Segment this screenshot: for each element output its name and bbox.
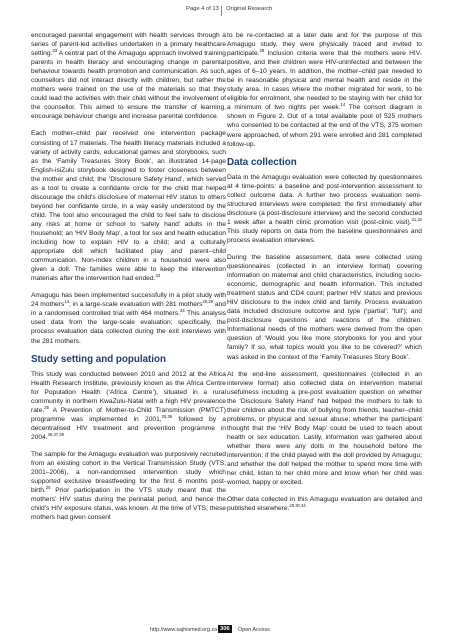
journal-url[interactable]: http://www.sajhivmed.org.za (150, 627, 218, 633)
paragraph: This study was conducted between 2010 and 2012 at the Africa Health Research Institute, previously known as the Africa Centre for Population Health (‘Africa Centre’), situated in a rural community in northern KwaZulu-Natal with a high HIV prevalence rate.$^{35}$ A Prevention of Mother-to-Child Transmission (PMTCT) programme was implemented in 2001,$^{25,36}$ followed by a decentralised HIV treatment and prevention programme in 2004.$^{36,37,38}$ (31, 370, 226, 441)
right-column (227, 31, 422, 521)
paragraph: During the baseline assessment, data were collected using questionnaires (collected in an interview format) covering information on maternal and child characteristics, including socio-economic, demographic and health information. This included treatment status and CD4 count; partner HIV status and previous HIV disclosure to the index child and family. Process evaluation data included disclosure outcome and type (‘partial’; ‘full’); and post-disclosure questions and reactions of the children. Informational needs of the mothers were derived from the open question of ‘Would you like more storybooks for you and your family? If so, what topics would you like to be covered?’ which was asked in the context of the ‘Family Treasures Story Book’. (227, 253, 422, 361)
left-column (31, 31, 226, 530)
paragraph: Each mother–child pair received one intervention package consisting of 17 materials. The health literacy materials included a variety of activity cards, educational games and storybooks, such as the ‘Family Treasures Story Book’, an illustrated 14-page English-isiZulu storybook designed to foster closeness between the mother and child; the ‘Disclosure Safety Hand’, which served as a tool to create a confidante circle for the child that helped discourage the child’s disclosure of maternal HIV status to others beyond her confidante circle, in a way easily understood by the child. The tool also encouraged the child to feel safe to disclose any risks at home or school to ‘safety hand’ adults in the household; an ‘HIV Body Map’, a tool for sex and health education including how to explain HIV to a child; and a culturally appropriate doll which facilitated play and parent–child communication. Non-index children in a household were also given a doll. The families were able to keep the intervention materials after the intervention had ended.$^{33}$ (31, 130, 226, 283)
paragraph: Other data collected in this Amagugu evaluation are detailed and published elsewhere.$^{29,30,34}$ (227, 496, 422, 513)
header-divider (221, 6, 222, 16)
section-heading: Study setting and population (31, 353, 166, 365)
paragraph: Amagugu has been implemented successfully in a pilot study with 24 mothers$^{13}$; in a large-scale evaluation with 281 mothers$^{28,29}$ and in a randomised controlled trial with 464 mothers.$^{34}$ This analysis used data from the large-scale evaluation; specifically, the process evaluation data collected during the exit interviews with the 281 mothers. (31, 292, 226, 345)
paragraph: to be re-contacted at a later date and for the purpose of this Amagugu study, they were physically traced and invited to participate.$^{28}$ Inclusion criteria were that the mothers were HIV-positive, and their children were HIV-uninfected and between the ages of 6–10 years. In addition, the mother–child pair needed to be in reasonable physical and mental health and reside in the study area. In cases where the mother migrated for work, to be eligible for enrolment, she needed to be staying with her child for a minimum of two nights per week.$^{14}$ The consort diagram is shown in Figure 2. Out of a total available pool of 525 mothers who consented to be contacted at the end of the VTS, 375 women were approached, of whom 291 were enrolled and 281 completed follow-up. (227, 32, 422, 148)
paragraph: encouraged parental engagement with health services through a series of parent-led activities undertaken in a primary healthcare setting.$^{33}$ A central part of the Amagugu approach involved training parents in health literacy and encouraging change in parental behaviour towards health promotion and communication. As such, counsellors did not interact directly with children, but rather the mothers were trained on the use of the materials so that they could lead the activities with their child without the involvement of the counsellor. This aimed to ensure the transfer of learning, encourage behaviour change and increase parental confidence. (31, 32, 226, 121)
paragraph: At the end-line assessment, questionnaires (collected in an interview format) also collected data on intervention material usefulness including a pre-post evaluation question on whether the ‘Disclosure Safety Hand’ had helped the mothers to talk to their children about the risk of bullying from friends, teacher–child problems, or physical and sexual abuse; whether the participant thought that the ‘HIV Body Map’ could be used to teach about health or sex education. Lastly, information was gathered about whether there were any dolls in the household before the intervention; if the child played with the doll provided by Amagugu; and whether the doll helped the mother to spend more time with her child, listen to her child more and know when her child was worried, happy or excited. (227, 370, 422, 487)
paragraph: Data in the Amagugu evaluation were collected by questionnaires at 4 time-points: a baseline and post-intervention assessment to collect outcome data. A further two process evaluation semi-structured interviews were completed: the first immediately after disclosure (a post-disclosure interview) and the second conducted 1 week after a health clinic promotion visit (post-clinic visit).$^{31,32}$ This study reports on data from the baseline questionnaires and process evaluation interviews. (227, 173, 422, 244)
section-heading: Data collection (227, 156, 297, 168)
open-access-label: Open Access (238, 627, 270, 633)
page-header (0, 6, 453, 18)
page-footer (0, 626, 453, 638)
page-number: Page 4 of 13 (186, 6, 219, 12)
footer-page-number: 306 (220, 626, 230, 632)
paragraph: The sample for the Amagugu evaluation was purposively recruited from an existing cohort in the Vertical Transmission Study (VTS; 2001–2006), a non-randomised intervention study which supported exclusive breastfeeding for the first 6 months post-birth.$^{25}$ Prior participation in the VTS study meant that the mothers’ HIV status during the perinatal period, and hence the child’s HIV exposure status, was known. At the time of VTS, these mothers had given consent (31, 450, 226, 522)
section-label: Original Research (226, 6, 273, 12)
